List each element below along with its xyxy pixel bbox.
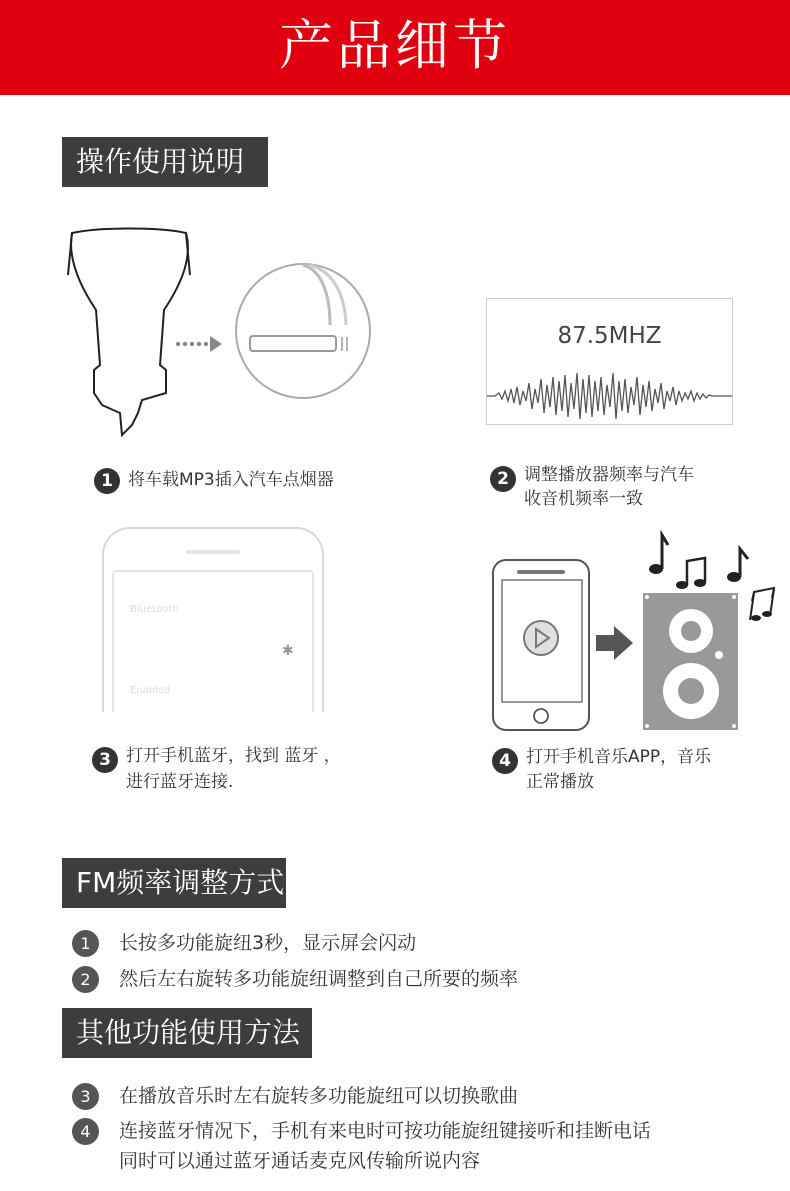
- socket-circle: [236, 264, 370, 398]
- bluetooth-icon: ✱: [282, 643, 294, 659]
- play-arrow-icon: [596, 626, 633, 660]
- bluetooth-status-label: Enabled: [130, 685, 171, 696]
- step-2-text-line1: 调整播放器频率与汽车: [524, 465, 694, 485]
- phone-speaker: [186, 550, 240, 554]
- step-number-badge: 1: [94, 468, 120, 494]
- step-number-badge: 4: [492, 748, 518, 774]
- step-3-text-line2: 进行蓝牙连接.: [126, 772, 234, 792]
- step-1-caption: [94, 468, 394, 494]
- step-4-text-line1: 打开手机音乐APP，音乐: [526, 747, 712, 767]
- step-4-text-line2: 正常播放: [526, 772, 594, 792]
- banner-title: 产品细节: [279, 14, 511, 77]
- top-banner: [0, 0, 790, 95]
- charger-body: [71, 229, 188, 436]
- other-list-item: [72, 1082, 772, 1112]
- fm-list-item: [72, 965, 772, 995]
- list-item-text: 长按多功能旋纽3秒，显示屏会闪动: [119, 932, 417, 954]
- list-number-badge: 2: [72, 966, 99, 993]
- fm-list-item: [72, 929, 772, 959]
- bluetooth-row-label: Bluetooth: [130, 604, 179, 615]
- step-3-text-line1: 打开手机蓝牙，找到 蓝牙 ，: [126, 746, 341, 766]
- list-item-text-line2: 同时可以通过蓝牙通话麦克风传输所说内容: [119, 1150, 481, 1172]
- section-header-fm: FM频率调整方式: [62, 858, 286, 908]
- frequency-readout: 87.5MHZ: [557, 323, 662, 349]
- step-number-badge: 3: [92, 747, 118, 773]
- section-header-other: 其他功能使用方法: [62, 1008, 312, 1058]
- list-number-badge: 1: [72, 930, 99, 957]
- list-item-text: 然后左右旋转多功能旋纽调整到自己所要的频率: [119, 968, 519, 990]
- step-1-text: 将车载MP3插入汽车点烟器: [128, 470, 334, 490]
- step-2-text-line2: 收音机频率一致: [524, 489, 643, 509]
- list-item-text: 在播放音乐时左右旋转多功能旋纽可以切换歌曲: [119, 1085, 519, 1107]
- list-number-badge: 3: [72, 1083, 99, 1110]
- step-4-caption: [492, 745, 782, 795]
- car-charger-illustration: [60, 225, 380, 440]
- section-header-operation: 操作使用说明: [62, 137, 268, 187]
- step-number-badge: 2: [490, 466, 516, 492]
- frequency-panel: [486, 298, 733, 425]
- step-3-caption: [92, 744, 392, 794]
- arrow-dots: [176, 336, 222, 352]
- other-list-item: [72, 1117, 772, 1177]
- waveform-icon: [487, 371, 732, 421]
- step-2-caption: [490, 463, 780, 513]
- phone-bluetooth-illustration: [102, 527, 324, 712]
- list-number-badge: 4: [72, 1118, 99, 1145]
- music-playback-illustration: [490, 525, 780, 735]
- list-item-text-line1: 连接蓝牙情况下，手机有来电时可按功能旋纽键接听和挂断电话: [119, 1120, 652, 1142]
